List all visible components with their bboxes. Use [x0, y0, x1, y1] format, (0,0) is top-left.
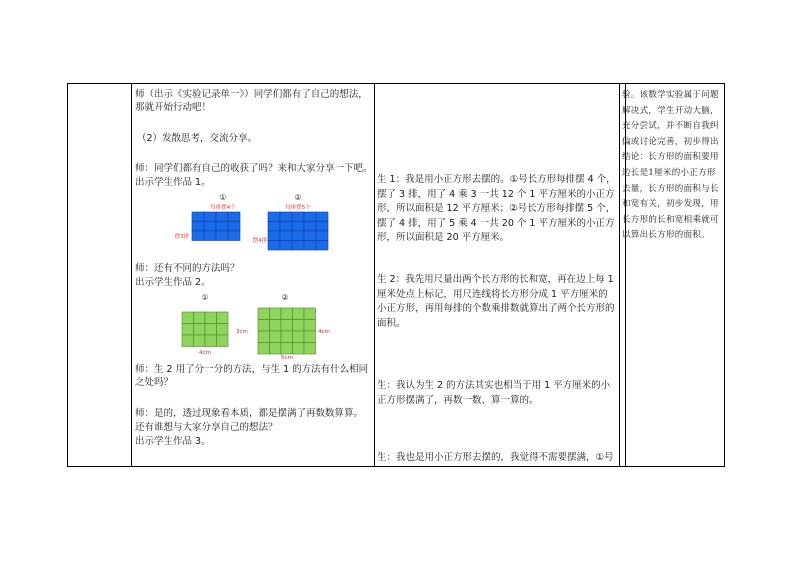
grid-square [204, 212, 216, 222]
teacher-line: 还有谁想与大家分享自己的想法？ [135, 422, 278, 433]
grid-square [304, 231, 316, 241]
student-answer: 生 1：我是用小正方形去摆的。①号长方形每排摆 4 个，摆了 3 排，用了 4 乘 3 一共 12 个 1 平方厘米的小正方形，所以面积是 12 平方厘米；②号长方形每排摆 5 个，摆了 4 排，用了 5 乘 4 一共 20 个 1 平方厘米的小正方形，所以面积是 20 平方厘米。 [377, 174, 616, 243]
grid-square [192, 231, 204, 241]
grid-square [258, 320, 270, 332]
grid-square [217, 312, 229, 324]
side-length-label: 5cm [281, 355, 293, 360]
teacher-line: 师（出示《实验记录单一》）同学们都有了自己的想法， [135, 89, 368, 100]
grid-5x4 [258, 308, 316, 354]
grid-5x4 [268, 212, 328, 250]
grid-square [204, 222, 216, 232]
grid-square [280, 231, 292, 241]
grid-4x3 [182, 312, 228, 347]
grid-square [228, 212, 240, 222]
grid-square [194, 335, 206, 347]
grid-square [270, 320, 282, 332]
grid-square [304, 308, 316, 320]
grid-square [280, 241, 292, 251]
grid-square [192, 212, 204, 222]
student-answer: 生：我认为生 2 的方法其实也相当于用 1 平方厘米的小正方形摆满了，再数一数、算一算的。 [377, 380, 611, 406]
teacher-line: 师：同学们都有自己的收获了吗？来和大家分享一下吧。 [135, 163, 373, 174]
grid-square [268, 212, 280, 222]
grid-square [292, 241, 304, 251]
side-length-label: 3cm [236, 329, 248, 335]
row-count-label: 每排摆5个 [285, 205, 311, 211]
grid-square [304, 343, 316, 355]
grid-square [228, 231, 240, 241]
grid-square [268, 222, 280, 232]
teacher-line: 那就开始行动吧！ [135, 102, 212, 113]
grid-square [270, 343, 282, 355]
grid-square [316, 212, 328, 222]
teacher-line: （2）发散思考，交流分享。 [137, 133, 258, 144]
figure-number: ② [294, 193, 302, 202]
side-length-label: 4cm [318, 329, 330, 335]
row-number-label: 摆4排 [252, 238, 268, 244]
grid-square [268, 241, 280, 251]
grid-square [304, 222, 316, 232]
grid-square [281, 343, 293, 355]
grid-square [205, 335, 217, 347]
grid-square [280, 212, 292, 222]
grid-square [293, 308, 305, 320]
grid-square [280, 222, 292, 232]
grid-square [216, 222, 228, 232]
grid-square [228, 222, 240, 232]
figure-number: ① [201, 293, 209, 302]
grid-square [292, 222, 304, 232]
grid-square [182, 312, 194, 324]
grid-square [182, 324, 194, 336]
column-divider [619, 84, 620, 466]
grid-square [268, 231, 280, 241]
grid-square [217, 335, 229, 347]
figure-number: ① [219, 193, 227, 202]
grid-square [281, 331, 293, 343]
grid-square [258, 343, 270, 355]
grid-square [194, 312, 206, 324]
column-divider [131, 84, 132, 466]
grid-square [304, 331, 316, 343]
grid-square [281, 308, 293, 320]
row-number-label: 摆3排 [174, 234, 190, 240]
grid-square [205, 312, 217, 324]
grid-square [316, 241, 328, 251]
teacher-line: 出示学生作品 1。 [135, 177, 211, 188]
grid-square [304, 212, 316, 222]
student-work-1-figure [168, 190, 348, 260]
teacher-line: 师：还有不同的方法吗？ [135, 263, 240, 274]
grid-square [304, 320, 316, 332]
grid-square [316, 222, 328, 232]
student-work-2-figure [168, 290, 348, 360]
student-answer: 生 2：我先用尺量出两个长方形的长和宽，再在边上每 1 厘米处点上标记，用尺连线将长方形分成 1 平方厘米的小正方形，再用每排的个数乘排数就算出了两个长方形的面积。 [377, 274, 615, 329]
teacher-line: 之处吗？ [135, 377, 174, 388]
grid-4x3 [192, 212, 240, 241]
grid-square [205, 324, 217, 336]
grid-square [270, 331, 282, 343]
grid-square [204, 231, 216, 241]
grid-square [293, 343, 305, 355]
grid-square [192, 222, 204, 232]
grid-square [316, 231, 328, 241]
grid-square [304, 241, 316, 251]
grid-square [258, 308, 270, 320]
grid-square [293, 331, 305, 343]
grid-square [194, 324, 206, 336]
grid-square [217, 324, 229, 336]
grid-square [258, 331, 270, 343]
teacher-line: 出示学生作品 3。 [135, 436, 211, 447]
figure-number: ② [281, 293, 289, 302]
student-answer: 生：我也是用小正方形去摆的，我觉得不需要摆满，①号 [377, 452, 614, 463]
grid-square [293, 320, 305, 332]
teacher-line: 出示学生作品 2。 [135, 277, 211, 288]
grid-square [216, 231, 228, 241]
teacher-line: 师：是的，透过现象看本质，都是摆满了再数数算算。 [135, 408, 364, 419]
grid-square [270, 308, 282, 320]
design-intent-note: 验。该数学实验属于问题解决式，学生开动大脑，充分尝试，并不断自我纠偏或讨论完善，初步得出结论：长方形的面积要用边长是1厘米的小正方形去量，长方形的面积与长和宽有关，初步发现，用长方形的长和宽相乘就可以算出长方形的面积。 [622, 90, 719, 241]
side-length-label: 4cm [199, 350, 211, 356]
teacher-line: 师：生 2 用了分一分的方法，与生 1 的方法有什么相同 [135, 364, 369, 375]
grid-square [182, 335, 194, 347]
lesson-table [67, 83, 725, 467]
column-divider [374, 84, 375, 466]
row-count-label: 每排摆4个 [210, 205, 236, 211]
grid-square [281, 320, 293, 332]
grid-square [292, 212, 304, 222]
grid-square [216, 212, 228, 222]
grid-square [292, 231, 304, 241]
